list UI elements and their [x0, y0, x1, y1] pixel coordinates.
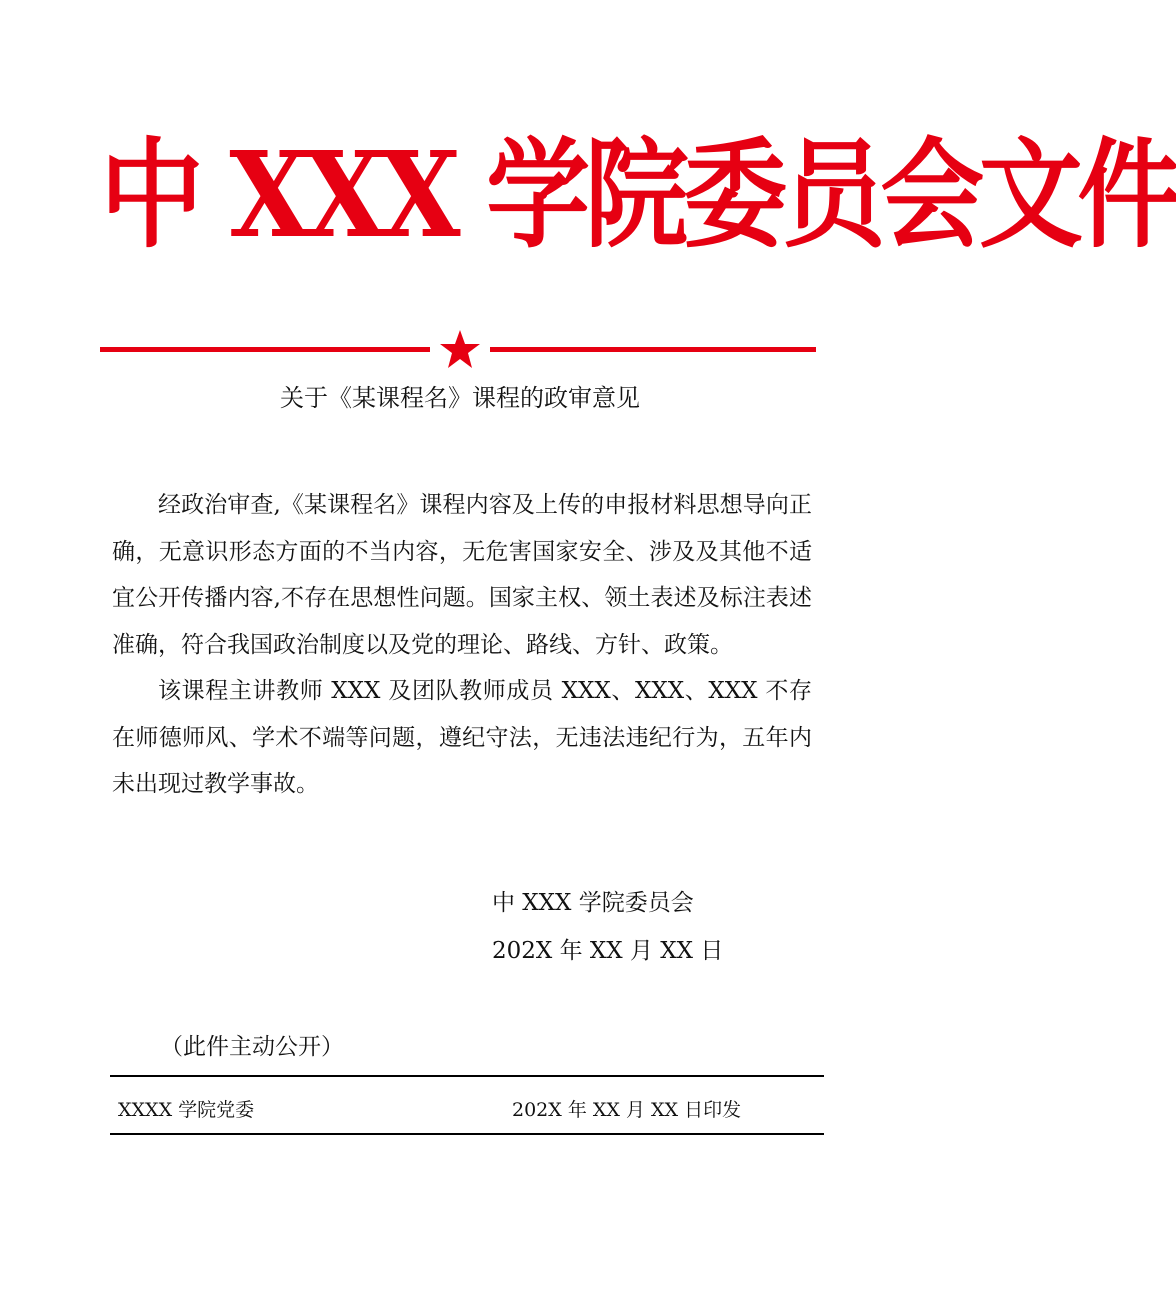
- signature-date: 202X 年 XX 月 XX 日: [492, 938, 724, 964]
- footer-rule-top: [110, 1075, 824, 1077]
- footer-issue-date: 202X 年 XX 月 XX 日印发: [512, 1099, 742, 1121]
- document-body: [112, 482, 812, 808]
- red-divider-right: [490, 347, 816, 352]
- document-title: 关于《某课程名》课程的政审意见: [280, 384, 640, 412]
- footer-issuer: XXXX 学院党委: [118, 1099, 255, 1121]
- body-paragraph: 该课程主讲教师 XXX 及团队教师成员 XXX、XXX、XXX 不存在师德师风、学术不端等问题，遵纪守法，无违法违纪行为，五年内未出现过教学事故。: [112, 678, 812, 797]
- document-header-title: 中 XXX 学院委员会文件: [100, 125, 1176, 264]
- body-paragraph: 经政治审查,《某课程名》课程内容及上传的申报材料思想导向正确，无意识形态方面的不当内容，无危害国家安全、涉及及其他不适宜公开传播内容,不存在思想性问题。国家主权、领土表述及标注表述准确，符合我国政治制度以及党的理论、路线、方针、政策。: [112, 492, 812, 658]
- public-note: （此件主动公开）: [160, 1034, 344, 1060]
- star-icon: [438, 328, 482, 370]
- footer-rule-bottom: [110, 1133, 824, 1135]
- signature-organization: 中 XXX 学院委员会: [492, 890, 694, 916]
- red-divider-left: [100, 347, 430, 352]
